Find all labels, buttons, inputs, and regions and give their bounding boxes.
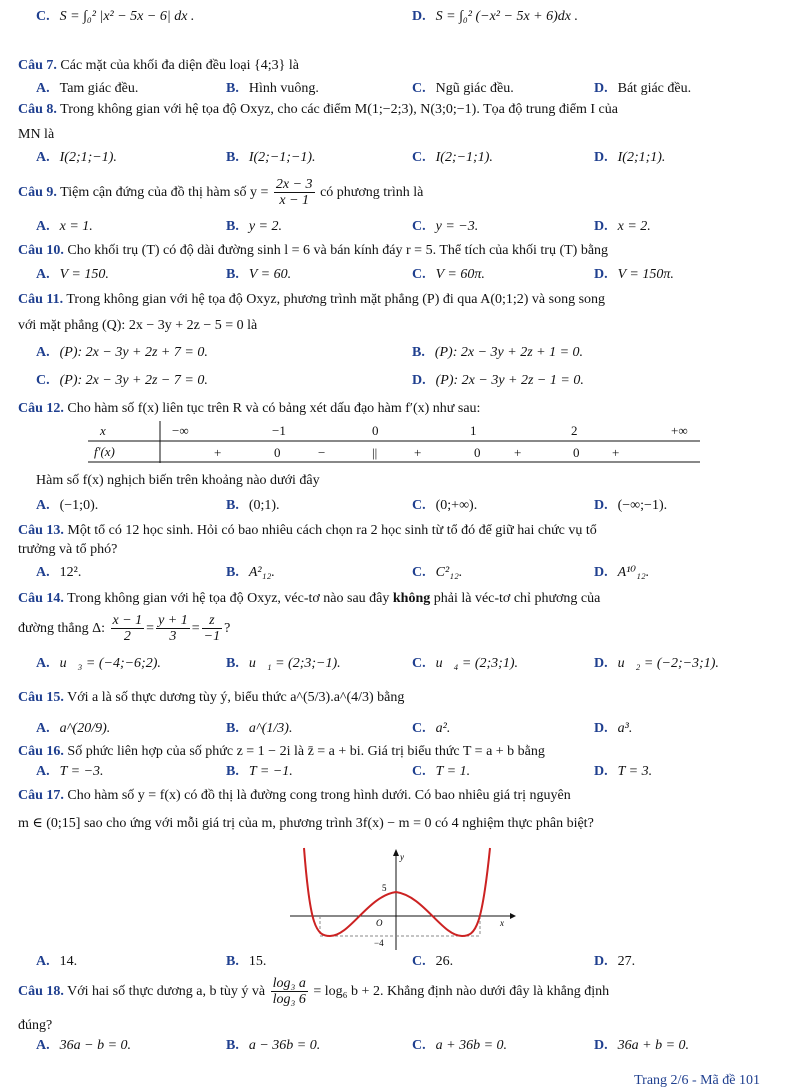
option-d: D. 36a + b = 0. bbox=[594, 1038, 690, 1053]
question-16 bbox=[18, 743, 774, 761]
x-value: 1 bbox=[470, 423, 477, 438]
question-11 bbox=[18, 291, 774, 309]
option-b: B. 15. bbox=[226, 954, 267, 969]
option-a: A. (P): 2x − 3y + 2z + 7 = 0. bbox=[36, 345, 208, 360]
question-text: Cho khối trụ (T) có độ dài đường sinh l = 6 và bán kính đáy r = 5. Thể tích của khối trụ (T) bằng bbox=[67, 243, 609, 258]
x-value: −∞ bbox=[172, 423, 189, 438]
question-number: Câu 16. bbox=[18, 744, 64, 759]
option-a: A. 14. bbox=[36, 954, 78, 969]
question-11-line2: với mặt phẳng (Q): 2x − 3y + 2z − 5 = 0 là bbox=[18, 318, 258, 333]
option-c: C. I(2;−1;1). bbox=[412, 150, 493, 165]
option-c: C. (P): 2x − 3y + 2z − 7 = 0. bbox=[36, 373, 208, 388]
question-14: Câu 14. Trong không gian với hệ tọa độ Oxyz, véc-tơ nào sau đây không phải là véc-tơ chỉ phương của bbox=[18, 591, 601, 606]
option-c: C. (0;+∞). bbox=[412, 498, 478, 513]
option-c: C. T = 1. bbox=[412, 764, 471, 779]
question-13-line2: trưởng và tổ phó? bbox=[18, 542, 118, 557]
question-number: Câu 8. bbox=[18, 102, 57, 117]
x-value: +∞ bbox=[671, 423, 688, 438]
option-b: B. A²₁₂. bbox=[226, 565, 275, 580]
option-b: B. T = −1. bbox=[226, 764, 293, 779]
question-text: Trong không gian với hệ tọa độ Oxyz, phương trình mặt phẳng (P) đi qua A(0;1;2) và song song bbox=[66, 292, 606, 307]
question-17-line2: m ∈ (0;15] sao cho ứng với mỗi giá trị của m, phương trình 3f(x) − m = 0 có 4 nghiệm thực phân biệt? bbox=[18, 816, 594, 831]
tick-minus4: −4 bbox=[374, 938, 384, 948]
option-a: A. V = 150. bbox=[36, 267, 109, 282]
option-c: C. 26. bbox=[412, 954, 454, 969]
question-number: Câu 18. bbox=[18, 984, 64, 999]
x-value: −1 bbox=[272, 423, 286, 438]
option-text: S = ∫₀² (−x² − 5x + 6)dx . bbox=[435, 9, 578, 24]
sign: 0 bbox=[474, 445, 481, 460]
graph-svg bbox=[290, 846, 520, 952]
option-c: C. Ngũ giác đều. bbox=[412, 81, 514, 96]
option-a: A. Tam giác đều. bbox=[36, 81, 139, 96]
option-d: D. (P): 2x − 3y + 2z − 1 = 0. bbox=[412, 373, 584, 388]
question-17 bbox=[18, 787, 774, 805]
question-7 bbox=[18, 57, 774, 75]
question-12 bbox=[18, 400, 774, 418]
option-c: C. C²₁₂. bbox=[412, 565, 463, 580]
option-c: C. a². bbox=[412, 721, 451, 736]
option-c: C. y = −3. bbox=[412, 219, 479, 234]
question-18: Câu 18. Với hai số thực dương a, b tùy ý và $\frac{\text{log₃ a}}{\text{log₃ 6}}$ = log₆ b + 2. Khẳng định nào dưới đây là khẳng định bbox=[18, 976, 610, 1008]
curve bbox=[304, 848, 490, 936]
option-c: C. V = 60π. bbox=[412, 267, 485, 282]
option-a: A. T = −3. bbox=[36, 764, 104, 779]
option-b: B. V = 60. bbox=[226, 267, 292, 282]
question-text: Tiệm cận đứng của đồ thị hàm số y = bbox=[60, 185, 269, 200]
x-axis-label: x bbox=[500, 918, 504, 928]
option-a: A. (−1;0). bbox=[36, 498, 99, 513]
option-d: D. a³. bbox=[594, 721, 633, 736]
option-a: A. u⃗₃ = (−4;−6;2). bbox=[36, 656, 161, 671]
question-text: Một tổ có 12 học sinh. Hỏi có bao nhiêu cách chọn ra 2 học sinh từ tổ đó để giữ hai chức vụ tổ bbox=[67, 523, 597, 538]
fraction: $\frac{2x - 3}{x - 1}$ bbox=[275, 177, 313, 209]
sign: 0 bbox=[274, 445, 281, 460]
question-8 bbox=[18, 101, 774, 119]
option-a: A. 36a − b = 0. bbox=[36, 1038, 132, 1053]
option-b: B. y = 2. bbox=[226, 219, 283, 234]
fraction: $\frac{y + 1}{3}$ bbox=[158, 613, 188, 645]
fprime-label: f′(x) bbox=[94, 444, 115, 459]
sign: + bbox=[612, 445, 620, 460]
question-8-line2: MN là bbox=[18, 127, 55, 142]
page-footer: Trang 2/6 - Mã đề 101 bbox=[634, 1073, 760, 1088]
option-d: D. x = 2. bbox=[594, 219, 651, 234]
fraction: $\frac{z}{-1}$ bbox=[203, 613, 221, 645]
question-13 bbox=[18, 522, 774, 540]
option-b: B. a^(1/3). bbox=[226, 721, 293, 736]
tick-5: 5 bbox=[382, 883, 387, 893]
sign: + bbox=[214, 445, 222, 460]
option-d: D. (−∞;−1). bbox=[594, 498, 668, 513]
question-10 bbox=[18, 242, 774, 260]
question-text: Cho hàm số f(x) liên tục trên R và có bảng xét dấu đạo hàm f′(x) như sau: bbox=[67, 401, 481, 416]
option-d: D. T = 3. bbox=[594, 764, 653, 779]
question-text: Trong không gian với hệ tọa độ Oxyz, cho các điểm M(1;−2;3), N(3;0;−1). Tọa độ trung điểm I của bbox=[60, 102, 618, 117]
option-text: S = ∫₀² |x² − 5x − 6| dx . bbox=[59, 9, 195, 24]
option-b: B. (0;1). bbox=[226, 498, 280, 513]
y-axis-arrow bbox=[393, 849, 399, 856]
sign: || bbox=[372, 445, 378, 460]
option-b: B. Hình vuông. bbox=[226, 81, 319, 96]
fraction: $\frac{\text{log₃ a}}{\text{log₃ 6}}$ bbox=[272, 976, 306, 1008]
option-a: A. a^(20/9). bbox=[36, 721, 111, 736]
option-a: A. 12². bbox=[36, 565, 82, 580]
question-number: Câu 11. bbox=[18, 292, 64, 307]
x-axis-arrow bbox=[510, 913, 516, 919]
option-d: D. u⃗₂ = (−2;−3;1). bbox=[594, 656, 719, 671]
question-number: Câu 14. bbox=[18, 591, 64, 606]
option-b: B. (P): 2x − 3y + 2z + 1 = 0. bbox=[412, 345, 584, 360]
question-14-line2: đường thẳng Δ: $\frac{x - 1}{2}$ = $\frac{y + 1}{3}$ = $\frac{z}{-1}$ ? bbox=[18, 613, 231, 645]
sign: 0 bbox=[573, 445, 580, 460]
question-number: Câu 7. bbox=[18, 58, 57, 73]
fraction: $\frac{x - 1}{2}$ bbox=[112, 613, 143, 645]
option-b: B. I(2;−1;−1). bbox=[226, 150, 316, 165]
question-number: Câu 9. bbox=[18, 185, 57, 200]
question-text: Với a là số thực dương tùy ý, biểu thức a^(5/3).a^(4/3) bằng bbox=[67, 690, 405, 705]
question-15 bbox=[18, 689, 774, 707]
function-graph bbox=[290, 846, 520, 952]
question-text: Các mặt của khối đa diện đều loại {4;3} là bbox=[60, 58, 299, 73]
y-axis-label: y bbox=[400, 852, 404, 862]
option-d: D. 27. bbox=[594, 954, 636, 969]
option-b: B. a − 36b = 0. bbox=[226, 1038, 321, 1053]
origin-label: O bbox=[376, 918, 383, 928]
sign: + bbox=[514, 445, 522, 460]
question-text: Số phức liên hợp của số phức z = 1 − 2i là z̄ = a + bi. Giá trị biểu thức T = a + b bằng bbox=[67, 744, 545, 759]
option-label: D. bbox=[412, 9, 426, 24]
option-d: D. V = 150π. bbox=[594, 267, 674, 282]
option-d: D. A¹⁰₁₂. bbox=[594, 565, 650, 580]
sign: − bbox=[318, 445, 326, 460]
x-label: x bbox=[100, 423, 106, 438]
question-number: Câu 15. bbox=[18, 690, 64, 705]
option-a: A. I(2;1;−1). bbox=[36, 150, 117, 165]
option-b: B. u⃗₁ = (2;3;−1). bbox=[226, 656, 341, 671]
question-18-line2: đúng? bbox=[18, 1018, 53, 1033]
option-label: C. bbox=[36, 9, 50, 24]
option-d: D. I(2;1;1). bbox=[594, 150, 666, 165]
top-option-d bbox=[412, 8, 578, 26]
option-c: C. a + 36b = 0. bbox=[412, 1038, 508, 1053]
question-number: Câu 10. bbox=[18, 243, 64, 258]
question-number: Câu 13. bbox=[18, 523, 64, 538]
sign: + bbox=[414, 445, 422, 460]
option-c: C. u⃗₄ = (2;3;1). bbox=[412, 656, 518, 671]
option-d: D. Bát giác đều. bbox=[594, 81, 692, 96]
question-number: Câu 17. bbox=[18, 788, 64, 803]
question-number: Câu 12. bbox=[18, 401, 64, 416]
question-12-line2: Hàm số f(x) nghịch biến trên khoảng nào dưới đây bbox=[36, 473, 320, 488]
question-9: Câu 9. Tiệm cận đứng của đồ thị hàm số y = $\frac{2x - 3}{x - 1}$ có phương trình là bbox=[18, 177, 424, 209]
x-value: 2 bbox=[571, 423, 578, 438]
sign-table bbox=[88, 421, 700, 463]
top-option-c bbox=[36, 8, 194, 26]
question-text: Cho hàm số y = f(x) có đồ thị là đường cong trong hình dưới. Có bao nhiêu giá trị nguyên bbox=[67, 788, 571, 803]
x-value: 0 bbox=[372, 423, 379, 438]
option-a: A. x = 1. bbox=[36, 219, 93, 234]
